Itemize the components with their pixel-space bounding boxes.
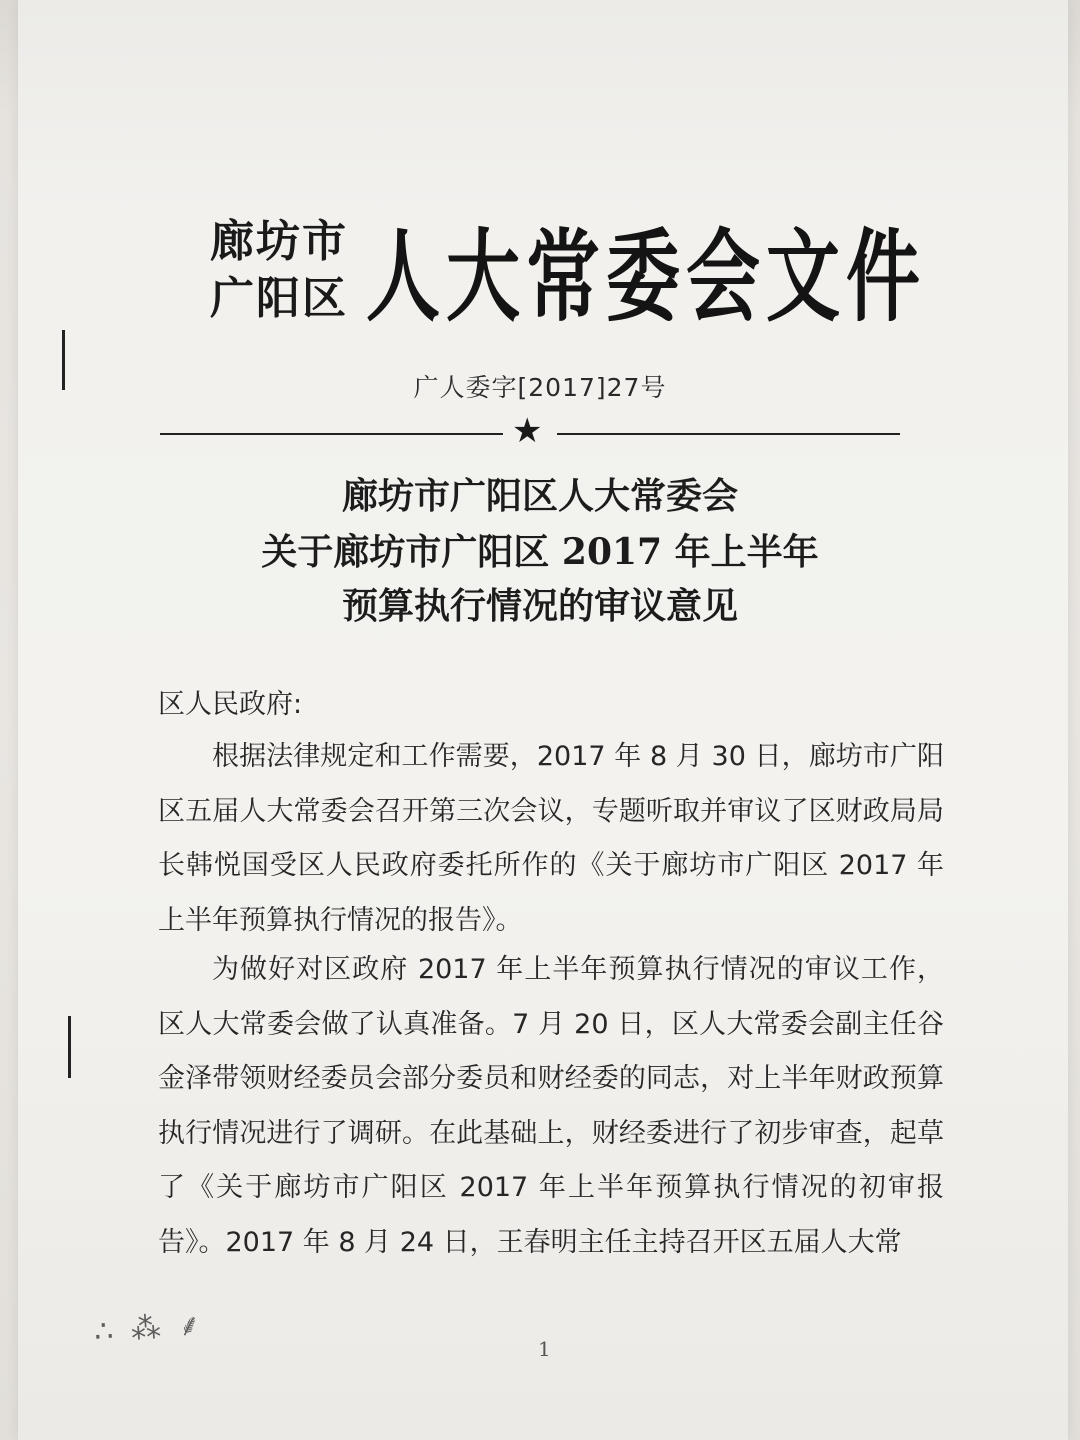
- binding-mark-top: [62, 330, 65, 390]
- heading-line1: 廊坊市广阳区人大常委会: [341, 475, 738, 517]
- divider-line-left: [160, 433, 503, 435]
- org-prefix-line2: 广阳区: [210, 273, 348, 324]
- binding-mark-middle: [68, 1016, 71, 1078]
- document-masthead-title: 人大常委会文件: [366, 219, 926, 336]
- body-paragraph-2: 为做好对区政府 2017 年上半年预算执行情况的审议工作，区人大常委会做了认真准备。7 月 20 日，区人大常委会副主任谷金泽带领财经委员会部分委员和财经委的同志，对上半年财政预算执行情况进行了调研。在此基础上，财经委进行了初步审查，起草了《关于廊坊市广阳区 2017 年上半年预算执行情况的初审报告》。2017 年 8 月 24 日，王春明主任主持召开区五届人大常: [158, 954, 944, 1258]
- star-icon: ★: [512, 411, 543, 451]
- org-prefix-line1: 廊坊市: [210, 216, 348, 267]
- heading-line3: 预算执行情况的审议意见: [341, 585, 738, 627]
- body-paragraph-1: 根据法律规定和工作需要，2017 年 8 月 30 日，廊坊市广阳区五届人大常委会召开第三次会议，专题听取并审议了区财政局局长韩悦国受区人民政府委托所作的《关于廊坊市广阳区 2017 年上半年预算执行情况的报告》。: [158, 741, 944, 936]
- divider-line-right: [557, 433, 900, 435]
- heading-line2: 关于廊坊市广阳区 2017 年上半年: [261, 531, 819, 573]
- document-number: 广人委字[2017]27号: [413, 373, 667, 402]
- page-number: 1: [538, 1337, 551, 1361]
- salutation: 区人民政府:: [158, 689, 303, 720]
- ink-smudge-mark: ∴ ⁂ ⸙: [93, 1307, 206, 1350]
